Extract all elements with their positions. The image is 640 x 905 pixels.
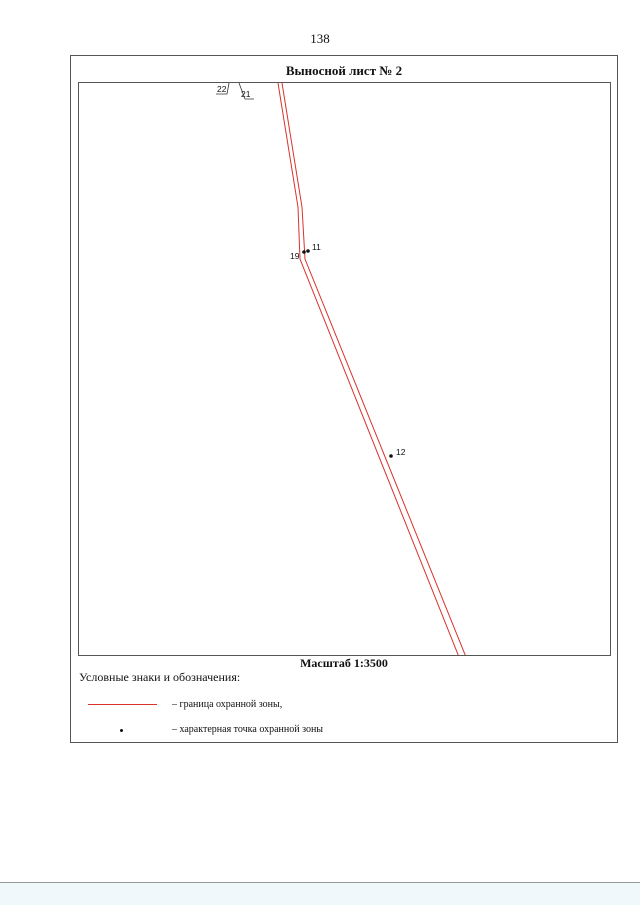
map-canvas xyxy=(79,83,611,656)
point-19 xyxy=(302,250,306,254)
legend-symbol-point-dot xyxy=(120,729,123,732)
zone-boundary-right xyxy=(282,83,466,656)
legend-symbol-boundary-line xyxy=(88,704,157,705)
map-frame xyxy=(78,82,611,656)
sheet-title: Выносной лист № 2 xyxy=(285,63,403,78)
legend-text-point: – характерная точка охранной зоны xyxy=(172,724,324,735)
page-number: 138 xyxy=(310,31,330,46)
point-11 xyxy=(306,249,310,253)
scale-caption: Масштаб 1:3500 xyxy=(300,656,388,670)
point-label-11: 11 xyxy=(312,242,321,252)
point-label-21: 21 xyxy=(241,89,251,99)
legend-text-boundary: – граница охранной зоны, xyxy=(172,699,283,710)
scan-edge-band xyxy=(0,883,640,905)
zone-boundary-left xyxy=(278,83,459,656)
point-label-22: 22 xyxy=(217,84,227,94)
legend-heading: Условные знаки и обозначения: xyxy=(79,670,241,684)
point-12 xyxy=(389,454,393,458)
point-label-12: 12 xyxy=(396,447,406,457)
point-label-19: 19 xyxy=(290,251,300,261)
